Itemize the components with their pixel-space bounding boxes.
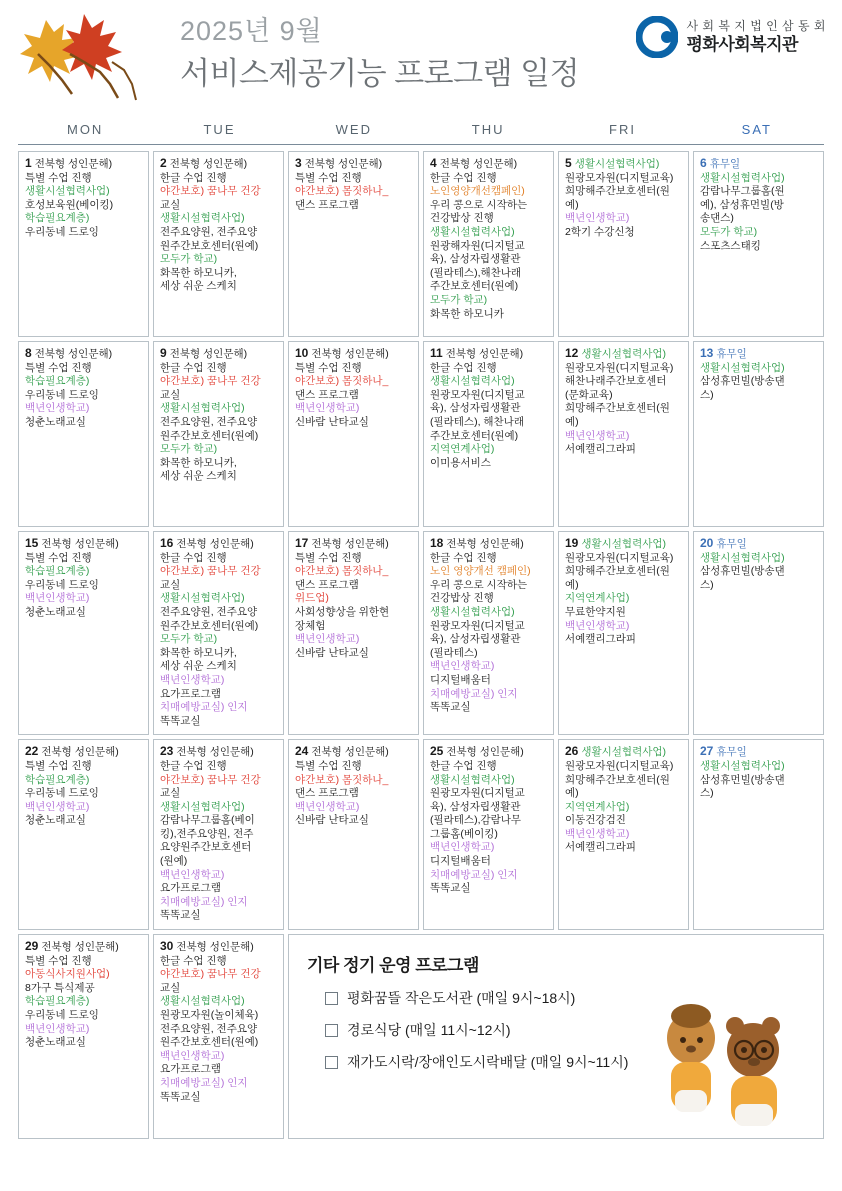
- other-program-label: 경로식당 (매일 11시~12시): [347, 1022, 511, 1039]
- event-line: 원주간보호센터(원예): [160, 429, 259, 442]
- day-headline: 생활시설협력사업): [581, 348, 666, 360]
- day-cell-22[interactable]: [18, 739, 149, 930]
- event-line: 백년인생학교): [430, 841, 495, 854]
- event-line: 한글 수업 진행: [430, 551, 497, 564]
- event-line: 교실: [160, 198, 181, 211]
- event-line: 백년인생학교): [565, 429, 630, 442]
- event-line: (필라테스),해찬나래: [430, 266, 522, 279]
- event-line: 모두가 학교): [430, 293, 488, 306]
- event-line: 희망해주간보호센터(원: [565, 402, 670, 415]
- event-line: 치매예방교실) 인지: [160, 1076, 248, 1089]
- event-line: 청춘노래교실: [25, 605, 86, 618]
- event-line: 치매예방교실) 인지: [160, 895, 248, 908]
- event-line: 특별 수업 진행: [295, 361, 362, 374]
- event-line: 서예캘리그라피: [565, 841, 637, 854]
- day-headline: 휴무일: [709, 158, 741, 170]
- event-line: 사회성향상을 위한현: [295, 605, 390, 618]
- day-headline: 전북형 성인문해): [445, 348, 524, 360]
- day-number: 20: [700, 536, 714, 550]
- checkbox-icon[interactable]: [325, 1024, 338, 1037]
- event-line: 한글 수업 진행: [160, 171, 227, 184]
- other-program-label: 재가도시락/장애인도시락배달 (매일 9시~11시): [347, 1054, 629, 1071]
- event-line: 삼성휴먼빌(방송댄: [700, 773, 785, 786]
- event-line: 예): [565, 198, 579, 211]
- event-line: (필라테스),감람나무: [430, 814, 522, 827]
- page-title: [180, 14, 579, 96]
- day-number: 11: [430, 346, 443, 360]
- event-line: 댄스 프로그램: [295, 578, 359, 591]
- day-cell-11[interactable]: [423, 341, 554, 527]
- event-line: 전주요양원, 전주요양: [160, 605, 258, 618]
- org-logo: [636, 16, 826, 58]
- event-line: 호성보육원(베이킹): [25, 198, 114, 211]
- event-line: 우리동네 드로잉: [25, 578, 99, 591]
- day-headline: 전북형 성인문해): [439, 158, 518, 170]
- event-line: 치매예방교실) 인지: [160, 701, 248, 714]
- event-line: 지역연계사업): [430, 443, 495, 456]
- day-cell-13[interactable]: [693, 341, 824, 527]
- day-cell-12[interactable]: [558, 341, 689, 527]
- event-line: 생활시설협력사업): [700, 759, 785, 772]
- day-headline: 휴무일: [716, 538, 747, 550]
- event-line: 교실: [160, 578, 181, 591]
- event-line: 백년인생학교): [25, 800, 90, 813]
- weekday-fri: FRI: [609, 122, 636, 137]
- event-line: 교실: [160, 981, 181, 994]
- day-headline: 휴무일: [716, 746, 747, 759]
- event-line: 백년인생학교): [565, 619, 630, 632]
- event-line: 생활시설협력사업): [430, 773, 515, 786]
- event-line: 한글 수업 진행: [430, 361, 497, 374]
- day-headline: 전북형 성인문해): [41, 538, 119, 550]
- event-line: 신바람 난타교실: [295, 814, 369, 827]
- event-line: 삼성휴먼빌(방송댄: [700, 565, 785, 578]
- title-year: 2025년 9월: [180, 16, 323, 46]
- day-cell-18[interactable]: [423, 531, 554, 735]
- day-headline: 전북형 성인문해): [304, 158, 383, 170]
- event-line: 우리동네 드로잉: [25, 1009, 99, 1021]
- event-line: 백년인생학교): [160, 673, 225, 686]
- day-cell-2[interactable]: [153, 151, 284, 337]
- day-cell-17[interactable]: [288, 531, 419, 735]
- day-headline: 전북형 성인문해): [41, 941, 119, 954]
- bear-mascot-icon: [625, 998, 815, 1138]
- event-line: 백년인생학교): [430, 660, 495, 673]
- event-line: 원주간보호센터(원예): [160, 1036, 259, 1049]
- day-headline: 전북형 성인문해): [311, 348, 389, 360]
- event-line: 우리동네 드로잉: [25, 388, 99, 401]
- day-number: 8: [25, 346, 32, 360]
- samdong-logo-icon: [636, 16, 678, 58]
- event-line: 야간보호) 몸짓하나_: [295, 773, 389, 786]
- day-number: 23: [160, 744, 174, 759]
- event-line: 똑똑교실: [430, 882, 471, 895]
- org-name-line2: 평화사회복지관: [686, 34, 798, 54]
- event-line: 세상 쉬운 스케치: [160, 280, 237, 293]
- day-cell-24[interactable]: [288, 739, 419, 930]
- day-number: 4: [430, 156, 437, 170]
- event-line: 특별 수업 진행: [295, 759, 362, 772]
- event-line: 야간보호) 몸짓하나_: [295, 375, 389, 388]
- event-line: 똑똑교실: [160, 1090, 201, 1103]
- event-line: 원광모자원(디지털교육): [565, 171, 674, 184]
- day-headline: 전북형 성인문해): [176, 941, 254, 954]
- event-line: 청춘노래교실: [25, 814, 86, 827]
- event-line: 해찬나래주간보호센터: [565, 375, 667, 388]
- event-line: 야간보호) 몸짓하나_: [295, 565, 389, 578]
- event-line: 화목한 하모니카,: [160, 646, 237, 659]
- day-cell-6[interactable]: [693, 151, 824, 337]
- event-line: 디지털배움터: [430, 855, 491, 868]
- day-cell-9[interactable]: [153, 341, 284, 527]
- event-line: 원광모자원(디지털교: [430, 619, 525, 632]
- day-number: 19: [565, 536, 579, 550]
- event-line: 청춘노래교실: [25, 415, 86, 428]
- event-line: 백년인생학교): [565, 212, 630, 225]
- event-line: 학습필요계층): [25, 375, 90, 388]
- day-headline: 생활시설협력사업): [574, 158, 660, 170]
- event-line: 생활시설협력사업): [160, 995, 245, 1008]
- event-line: 원광해자원(디지털교: [430, 239, 525, 252]
- day-headline: 전북형 성인문해): [169, 158, 248, 170]
- checkbox-icon[interactable]: [325, 992, 338, 1005]
- day-cell-25[interactable]: [423, 739, 554, 930]
- event-line: 세상 쉬운 스케치: [160, 470, 237, 483]
- event-line: 생활시설협력사업): [700, 551, 785, 564]
- day-headline: 전북형 성인문해): [34, 348, 113, 360]
- event-line: 감람나무그룹홈(베이: [160, 814, 255, 827]
- event-line: 화목한 하모니카,: [160, 266, 237, 279]
- event-line: 요가프로그램: [160, 687, 221, 700]
- maple-leaf-icon: [14, 10, 164, 106]
- event-line: 청춘노래교실: [25, 1036, 86, 1049]
- day-number: 27: [700, 744, 714, 759]
- day-cell-8[interactable]: [18, 341, 149, 527]
- org-name-line1: 사 회 복 지 법 인 삼 동 회: [686, 18, 826, 33]
- event-line: 그룹홈(베이킹): [430, 827, 498, 840]
- day-number: 5: [565, 156, 572, 170]
- event-line: 똑똑교실: [430, 701, 471, 714]
- event-line: 원광모자원(디지털교육): [565, 361, 674, 374]
- day-cell-30[interactable]: [153, 934, 284, 1139]
- event-line: 원주간보호센터(원예): [160, 239, 259, 252]
- day-headline: 전북형 성인문해): [34, 158, 113, 170]
- event-line: 감람나무그룹홈(원: [700, 185, 785, 198]
- event-line: 지역연계사업): [565, 592, 630, 605]
- event-line: 화목한 하모니카,: [160, 456, 237, 469]
- event-line: 모두가 학교): [160, 253, 218, 266]
- event-line: 백년인생학교): [25, 1022, 90, 1035]
- calendar-grid: [18, 151, 824, 1139]
- event-line: 학습필요계층): [25, 995, 90, 1008]
- event-line: 노인 영양개선 캠페인): [430, 565, 531, 578]
- event-line: (문화교육): [565, 388, 613, 401]
- event-line: 특별 수업 진행: [295, 551, 362, 564]
- event-line: 백년인생학교): [160, 1049, 225, 1062]
- event-line: 댄스 프로그램: [295, 388, 359, 401]
- event-line: 예), 삼성휴먼빌(방: [700, 198, 784, 211]
- day-number: 29: [25, 939, 39, 954]
- other-programs-title: 기타 정기 운영 프로그램: [307, 956, 479, 976]
- event-line: 원광모자원(디지털교: [430, 787, 525, 800]
- event-line: 위드업): [295, 592, 329, 605]
- event-line: 예): [565, 578, 579, 591]
- day-cell-29[interactable]: [18, 934, 149, 1139]
- event-line: 서예캘리그라피: [565, 633, 637, 646]
- day-cell-27[interactable]: [693, 739, 824, 930]
- event-line: 세상 쉬운 스케치: [160, 660, 237, 673]
- day-number: 9: [160, 346, 167, 360]
- event-line: 학습필요계층): [25, 212, 90, 225]
- event-line: 야간보호) 꿈나무 건강: [160, 185, 261, 198]
- event-line: 원광모자원(디지털교육): [565, 759, 674, 772]
- other-programs-box: [288, 934, 824, 1139]
- event-line: 백년인생학교): [295, 402, 360, 415]
- event-line: 스): [700, 787, 714, 800]
- event-line: (필라테스), 해찬나래: [430, 415, 524, 428]
- weekday-mon: MON: [66, 122, 104, 137]
- event-line: 희망해주간보호센터(원: [565, 773, 670, 786]
- event-line: 한글 수업 진행: [160, 361, 227, 374]
- day-headline: 전북형 성인문해): [176, 538, 254, 550]
- event-line: 교실: [160, 388, 181, 401]
- event-line: 8가구 특식제공: [25, 981, 95, 994]
- day-headline: 전북형 성인문해): [446, 538, 524, 550]
- event-line: 삼성휴먼빌(방송댄: [700, 375, 785, 388]
- other-program-label: 평화꿈뜰 작은도서관 (매일 9시~18시): [347, 990, 576, 1007]
- event-line: 한글 수업 진행: [160, 759, 227, 772]
- day-cell-1[interactable]: [18, 151, 149, 337]
- event-line: 한글 수업 진행: [160, 954, 227, 967]
- day-cell-20[interactable]: [693, 531, 824, 735]
- day-number: 26: [565, 744, 579, 759]
- event-line: 학습필요계층): [25, 565, 90, 578]
- title-main: 서비스제공기능 프로그램 일정: [180, 56, 580, 91]
- event-line: 송댄스): [700, 212, 734, 225]
- event-line: 생활시설협력사업): [25, 185, 110, 198]
- day-number: 18: [430, 536, 444, 550]
- event-line: 스): [700, 578, 714, 591]
- event-line: 전주요양원, 전주요양: [160, 225, 258, 238]
- checkbox-icon[interactable]: [325, 1056, 338, 1069]
- event-line: 원광모자원(놀이체육): [160, 1009, 259, 1021]
- weekday-thu: THU: [471, 122, 505, 137]
- event-line: 야간보호) 몸짓하나_: [295, 185, 389, 198]
- day-cell-26[interactable]: [558, 739, 689, 930]
- event-line: 치매예방교실) 인지: [430, 868, 518, 881]
- event-line: 야간보호) 꿈나무 건강: [160, 968, 261, 981]
- day-headline: 전북형 성인문해): [446, 746, 524, 759]
- event-line: 희망해주간보호센터(원: [565, 185, 670, 198]
- event-line: 디지털배움터: [430, 673, 491, 686]
- event-line: 똑똑교실: [160, 909, 201, 922]
- event-line: 생활시설협력사업): [430, 605, 515, 618]
- day-number: 25: [430, 744, 444, 759]
- page-header: [0, 0, 842, 118]
- event-line: 육), 삼성자립생활관: [430, 800, 521, 813]
- event-line: 요가프로그램: [160, 1063, 221, 1076]
- event-line: 우리 콩으로 시작하는: [430, 578, 528, 591]
- event-line: 육), 삼성자립생활관: [430, 402, 521, 415]
- day-number: 10: [295, 346, 309, 360]
- day-number: 3: [295, 156, 302, 170]
- event-line: 화목한 하모니카: [430, 307, 504, 320]
- event-line: 한글 수업 진행: [160, 551, 227, 564]
- event-line: 모두가 학교): [160, 443, 218, 456]
- event-line: 특별 수업 진행: [25, 954, 92, 967]
- event-line: 치매예방교실) 인지: [430, 687, 518, 700]
- day-number: 17: [295, 536, 309, 550]
- day-cell-19[interactable]: [558, 531, 689, 735]
- event-line: 생활시설협력사업): [160, 592, 245, 605]
- event-line: 모두가 학교): [160, 633, 218, 646]
- event-line: 백년인생학교): [160, 868, 225, 881]
- event-line: 모두가 학교): [700, 225, 758, 238]
- day-number: 16: [160, 536, 174, 550]
- event-line: 아동식사지원사업): [25, 968, 110, 981]
- event-line: 특별 수업 진행: [295, 171, 362, 184]
- event-line: 장체험: [295, 619, 326, 632]
- event-line: 주간보호센터(원예): [430, 280, 519, 293]
- event-line: 요양원주간보호센터: [160, 841, 252, 854]
- day-cell-4[interactable]: [423, 151, 554, 337]
- event-line: 예): [565, 787, 579, 800]
- day-headline: 전북형 성인문해): [169, 348, 248, 360]
- event-line: 백년인생학교): [295, 800, 360, 813]
- event-line: (원예): [160, 855, 188, 868]
- event-line: 교실: [160, 787, 181, 800]
- event-line: 원광모자원(디지털교: [430, 388, 525, 401]
- event-line: 육), 삼성자립생활관: [430, 253, 521, 266]
- event-line: 희망해주간보호센터(원: [565, 565, 670, 578]
- event-line: 이동건강검진: [565, 814, 626, 827]
- event-line: 학습필요계층): [25, 773, 90, 786]
- day-number: 24: [295, 744, 309, 759]
- event-line: 서예캘리그라피: [565, 443, 637, 456]
- event-line: 생활시설협력사업): [160, 212, 245, 225]
- event-line: 백년인생학교): [295, 633, 360, 646]
- event-line: 신바람 난타교실: [295, 415, 369, 428]
- weekday-sat: SAT: [741, 122, 772, 137]
- event-line: 한글 수업 진행: [430, 171, 497, 184]
- day-headline: 휴무일: [716, 348, 747, 360]
- event-line: 똑똑교실: [160, 714, 201, 727]
- day-headline: 생활시설협력사업): [581, 746, 666, 759]
- event-line: 특별 수업 진행: [25, 551, 92, 564]
- event-line: 우리동네 드로잉: [25, 225, 99, 238]
- event-line: 요가프로그램: [160, 882, 221, 895]
- day-cell-23[interactable]: [153, 739, 284, 930]
- day-headline: 생활시설협력사업): [581, 538, 666, 550]
- event-line: 특별 수업 진행: [25, 361, 92, 374]
- event-line: 원광모자원(디지털교육): [565, 551, 674, 564]
- event-line: 주간보호센터(원예): [430, 429, 519, 442]
- day-number: 12: [565, 346, 579, 360]
- event-line: 백년인생학교): [565, 827, 630, 840]
- day-number: 1: [25, 156, 32, 170]
- weekday-header: [18, 118, 824, 145]
- event-line: 예): [565, 415, 579, 428]
- event-line: 우리동네 드로잉: [25, 787, 99, 800]
- event-line: 육), 삼성자립생활관: [430, 633, 521, 646]
- event-line: 생활시설협력사업): [700, 361, 785, 374]
- day-cell-5[interactable]: [558, 151, 689, 337]
- event-line: 야간보호) 꿈나무 건강: [160, 773, 261, 786]
- event-line: 노인영양개선캠페인): [430, 185, 525, 198]
- day-headline: 전북형 성인문해): [311, 538, 389, 550]
- event-line: 스포츠스태킹: [700, 239, 761, 252]
- event-line: 킹),전주요양원, 전주: [160, 827, 254, 840]
- day-cell-10[interactable]: [288, 341, 419, 527]
- day-number: 6: [700, 156, 707, 170]
- event-line: 신바람 난타교실: [295, 646, 369, 659]
- event-line: 생활시설협력사업): [430, 375, 515, 388]
- event-line: 건강밥상 진행: [430, 212, 494, 225]
- event-line: 이미용서비스: [430, 456, 491, 469]
- day-cell-16[interactable]: [153, 531, 284, 735]
- event-line: 원주간보호센터(원예): [160, 619, 259, 632]
- event-line: 야간보호) 꿈나무 건강: [160, 565, 261, 578]
- day-cell-15[interactable]: [18, 531, 149, 735]
- event-line: 전주요양원, 전주요양: [160, 415, 258, 428]
- event-line: 무료한약지원: [565, 605, 626, 618]
- event-line: 생활시설협력사업): [430, 225, 515, 238]
- event-line: 건강밥상 진행: [430, 592, 494, 605]
- event-line: 백년인생학교): [25, 402, 90, 415]
- event-line: 우리 콩으로 시작하는: [430, 198, 528, 211]
- day-number: 13: [700, 346, 714, 360]
- day-headline: 전북형 성인문해): [41, 746, 119, 759]
- day-headline: 전북형 성인문해): [311, 746, 389, 759]
- event-line: 백년인생학교): [25, 592, 90, 605]
- day-number: 30: [160, 939, 174, 954]
- day-cell-3[interactable]: [288, 151, 419, 337]
- event-line: 댄스 프로그램: [295, 198, 359, 211]
- event-line: 특별 수업 진행: [25, 759, 92, 772]
- event-line: 생활시설협력사업): [160, 402, 245, 415]
- day-number: 15: [25, 536, 39, 550]
- event-line: 전주요양원, 전주요양: [160, 1022, 258, 1035]
- day-number: 2: [160, 156, 167, 170]
- event-line: 댄스 프로그램: [295, 787, 359, 800]
- event-line: 생활시설협력사업): [700, 171, 785, 184]
- event-line: 지역연계사업): [565, 800, 630, 813]
- event-line: 스): [700, 388, 714, 401]
- event-line: 생활시설협력사업): [160, 800, 245, 813]
- day-headline: 전북형 성인문해): [176, 746, 254, 759]
- event-line: 특별 수업 진행: [25, 171, 92, 184]
- event-line: 야간보호) 꿈나무 건강: [160, 375, 261, 388]
- event-line: 한글 수업 진행: [430, 759, 497, 772]
- event-line: 2학기 수강신청: [565, 225, 635, 238]
- weekday-tue: TUE: [203, 122, 236, 137]
- weekday-wed: WED: [335, 122, 372, 137]
- event-line: (필라테스): [430, 646, 478, 659]
- day-number: 22: [25, 744, 39, 759]
